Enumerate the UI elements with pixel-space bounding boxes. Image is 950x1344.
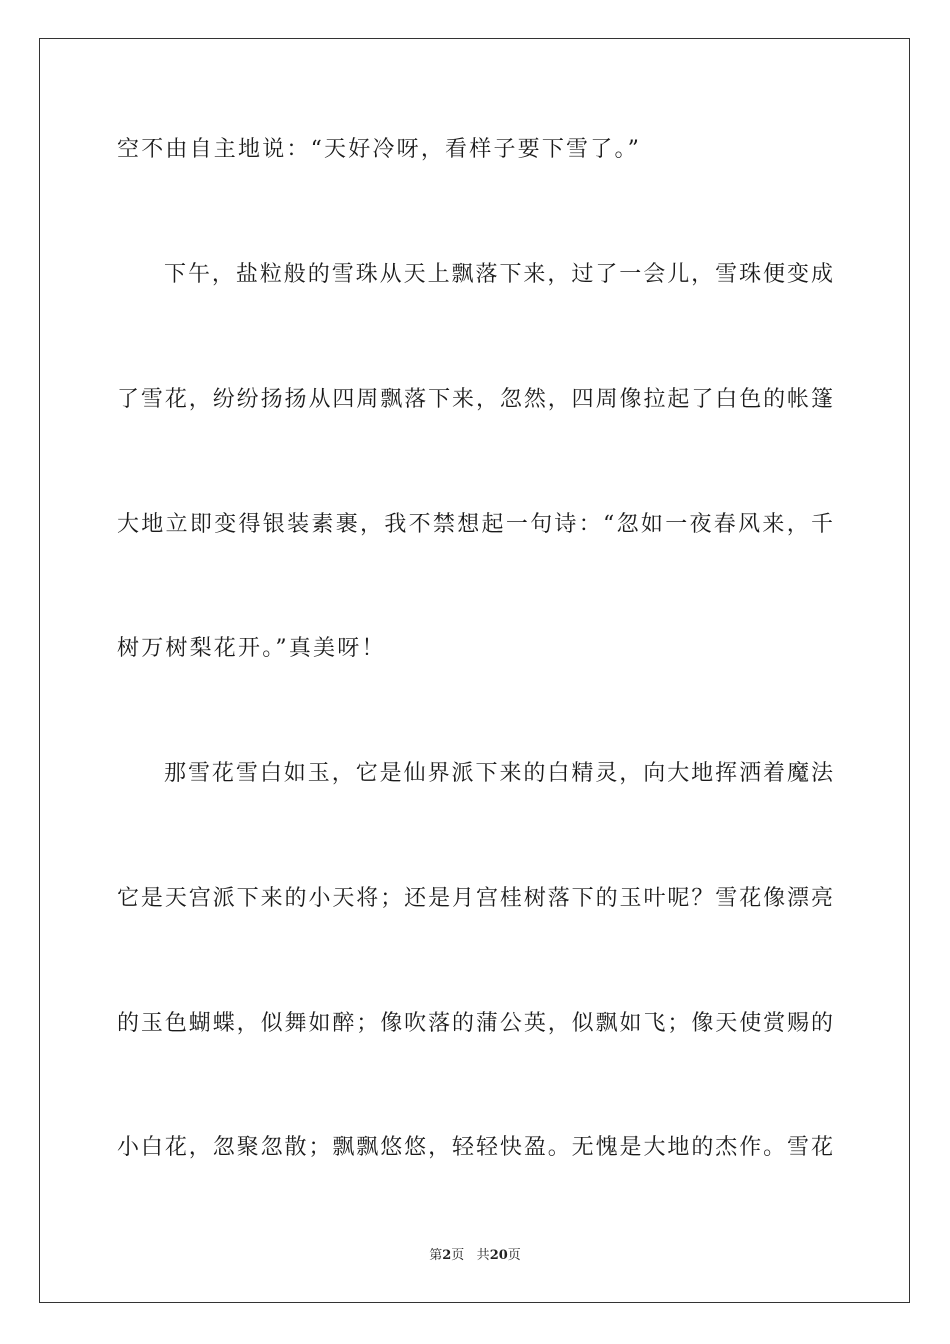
text-line-6: 那雪花雪白如玉，它是仙界派下来的白精灵，向大地挥洒着魔法 xyxy=(164,761,833,786)
total-page-count: 20 xyxy=(489,1248,508,1263)
page-border xyxy=(39,38,910,1303)
total-label-suffix: 页 xyxy=(507,1248,521,1263)
text-line-7: 它是天宫派下来的小天将；还是月宫桂树落下的玉叶呢？雪花像漂亮 xyxy=(117,886,833,911)
text-line-1: 空不由自主地说：“天好冷呀，看样子要下雪了。” xyxy=(117,137,642,162)
text-line-9: 小白花，忽聚忽散；飘飘悠悠，轻轻快盈。无愧是大地的杰作。雪花 xyxy=(117,1135,833,1160)
page-label-prefix: 第 xyxy=(429,1248,443,1263)
total-label-prefix: 共 xyxy=(476,1248,490,1263)
page-footer xyxy=(0,1247,950,1265)
page-label-suffix: 页 xyxy=(451,1248,465,1263)
text-line-2: 下午，盐粒般的雪珠从天上飘落下来，过了一会儿，雪珠便变成 xyxy=(164,262,833,287)
current-page-number: 2 xyxy=(442,1248,452,1263)
text-line-3: 了雪花，纷纷扬扬从四周飘落下来，忽然，四周像拉起了白色的帐篷 xyxy=(117,387,833,412)
text-line-5: 树万树梨花开。”真美呀！ xyxy=(117,636,386,661)
text-line-4: 大地立即变得银装素裹，我不禁想起一句诗：“忽如一夜春风来，千 xyxy=(117,512,833,537)
text-line-8: 的玉色蝴蝶，似舞如醉；像吹落的蒲公英，似飘如飞；像天使赏赐的 xyxy=(117,1011,833,1036)
